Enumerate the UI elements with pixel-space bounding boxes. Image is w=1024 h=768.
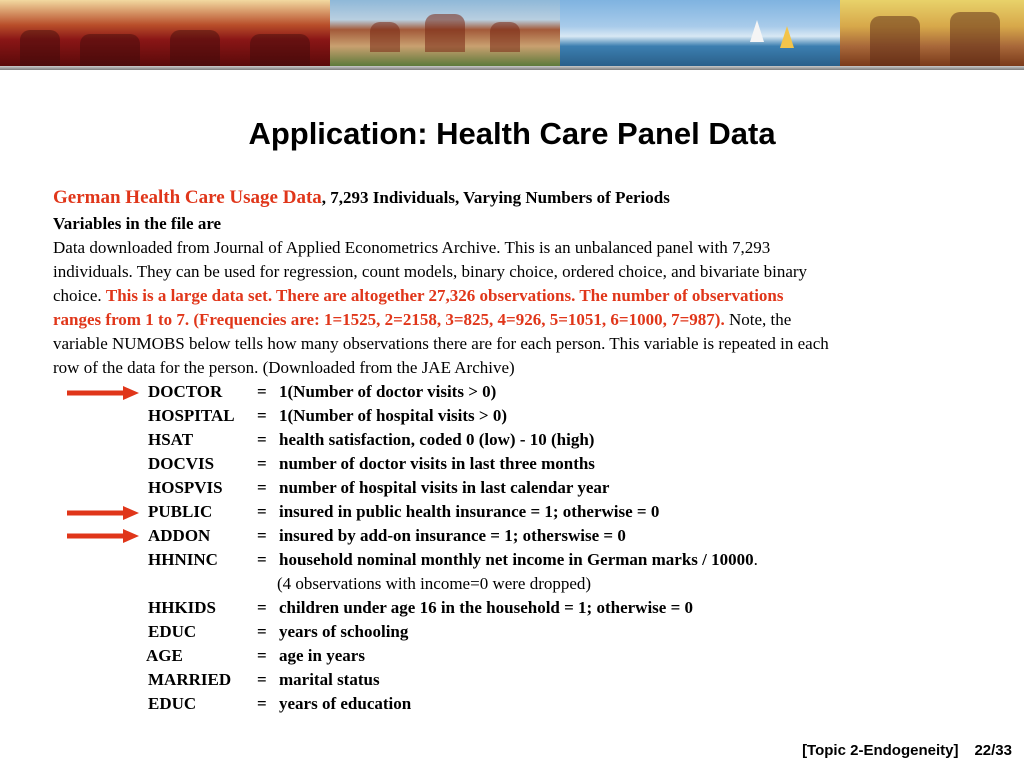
variable-name: AGE (146, 646, 183, 665)
variable-description-text: household nominal monthly net income in German marks / 10000 (279, 550, 754, 569)
variable-row-docvis (53, 452, 953, 476)
hhninc-note-row (53, 572, 953, 596)
description-line-3-highlight: This is a large data set. There are altogether 27,326 observations. The number of observations (105, 286, 784, 305)
variable-name: DOCVIS (148, 454, 215, 473)
variable-description: number of hospital visits in last calendar year (279, 478, 610, 497)
variable-name: HOSPITAL (148, 406, 235, 425)
variable-name: PUBLIC (148, 502, 213, 521)
variable-description: number of doctor visits in last three months (279, 454, 595, 473)
description-line-4-plain: Note, the (724, 310, 792, 329)
dataset-summary: , 7,293 Individuals, Varying Numbers of Periods (321, 188, 670, 207)
footer-topic: [Topic 2-Endogeneity] (802, 742, 959, 759)
variable-row-age (53, 644, 953, 668)
description-line-4 (53, 308, 791, 332)
variable-equals: = (257, 670, 267, 689)
variables-heading: Variables in the file are (53, 214, 222, 233)
dataset-heading-line (53, 186, 670, 210)
variable-equals: = (257, 646, 267, 665)
description-line-5: variable NUMOBS below tells how many observations there are for each person. This variable is repeated in each (53, 334, 829, 353)
variable-equals: = (257, 526, 267, 545)
variable-row-addon (53, 524, 953, 548)
variable-name: HHKIDS (148, 598, 217, 617)
variable-name: DOCTOR (148, 382, 223, 401)
variable-row-hospital (53, 404, 953, 428)
arrow-right-icon (67, 528, 139, 544)
description-line-4-highlight: ranges from 1 to 7. (Frequencies are: 1=1525, 2=2158, 3=825, 4=926, 5=1051, 6=1000, 7=987). (53, 310, 725, 329)
variable-equals: = (257, 502, 267, 521)
arrow-right-icon (67, 385, 139, 401)
footer-page-number: 22/33 (974, 742, 1012, 759)
variable-name: EDUC (148, 694, 197, 713)
header-banner (0, 0, 1024, 70)
variable-description: insured by add-on insurance = 1; otherswise = 0 (279, 526, 626, 545)
variable-row-hospvis (53, 476, 953, 500)
variable-row-hsat (53, 428, 953, 452)
variable-name: MARRIED (148, 670, 232, 689)
description-line-6: row of the data for the person. (Downloaded from the JAE Archive) (53, 358, 515, 377)
description-line-3 (53, 284, 784, 308)
variable-description-period: . (753, 550, 758, 569)
variable-name: HOSPVIS (148, 478, 223, 497)
variable-description (279, 548, 758, 572)
variable-description: years of education (279, 694, 412, 713)
description-line-2: individuals. They can be used for regression, count models, binary choice, ordered choice, and bivariate binary (53, 262, 808, 281)
variable-name: ADDON (148, 526, 211, 545)
variable-description: age in years (279, 646, 365, 665)
slide-title: Application: Health Care Panel Data (248, 116, 776, 151)
variable-equals: = (257, 430, 267, 449)
variable-row-educ-education (53, 692, 953, 716)
banner-photo-campus-building (330, 0, 560, 66)
variable-row-hhninc (53, 548, 953, 572)
variable-description: children under age 16 in the household = 1; otherwise = 0 (279, 598, 694, 617)
variable-name: HSAT (148, 430, 194, 449)
variable-description: years of schooling (279, 622, 409, 641)
variable-description: marital status (279, 670, 380, 689)
hhninc-note: (4 observations with income=0 were dropped) (277, 574, 592, 593)
arrow-right-icon (67, 505, 139, 521)
variable-equals: = (257, 598, 267, 617)
variable-equals: = (257, 454, 267, 473)
variable-equals: = (257, 694, 267, 713)
variable-row-educ-schooling (53, 620, 953, 644)
banner-photo-chapel (840, 0, 1024, 66)
variable-equals: = (257, 406, 267, 425)
variable-description: insured in public health insurance = 1; otherwise = 0 (279, 502, 660, 521)
variable-equals: = (257, 478, 267, 497)
variable-row-public (53, 500, 953, 524)
description-line-1: Data downloaded from Journal of Applied Econometrics Archive. This is an unbalanced panel with 7,293 (53, 238, 771, 257)
variable-description: 1(Number of doctor visits > 0) (279, 382, 497, 401)
dataset-name: German Health Care Usage Data (53, 187, 322, 208)
variable-name: HHNINC (148, 550, 218, 569)
variable-row-doctor (53, 380, 953, 404)
variable-description: 1(Number of hospital visits > 0) (279, 406, 508, 425)
slide-footer (786, 742, 1012, 759)
variable-equals: = (257, 622, 267, 641)
variable-name: EDUC (148, 622, 197, 641)
description-line-3-plain: choice. (53, 286, 106, 305)
variable-equals: = (257, 550, 267, 569)
variable-row-hhkids (53, 596, 953, 620)
banner-divider (0, 66, 1024, 70)
variable-description: health satisfaction, coded 0 (low) - 10 (high) (279, 430, 595, 449)
variable-equals: = (257, 382, 267, 401)
banner-photo-lake-sailboats (560, 0, 840, 66)
banner-photo-auditorium (0, 0, 330, 66)
variable-row-married (53, 668, 953, 692)
